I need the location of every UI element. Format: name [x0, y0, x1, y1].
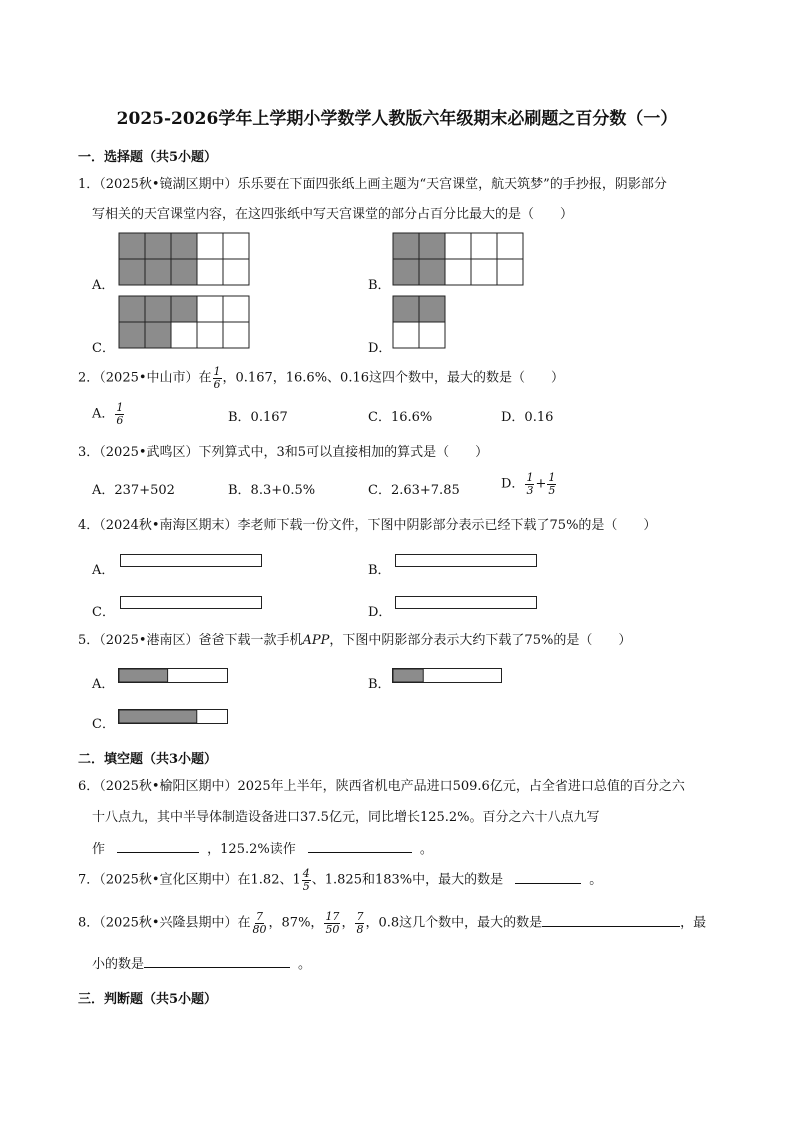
q2-fraction	[213, 366, 222, 390]
q4-option-d-label: D．	[368, 605, 392, 620]
q6-line3-pre: 作	[92, 842, 106, 857]
q3-option-b: B．8.3+0.5%	[228, 483, 316, 498]
q7-answer-blank[interactable]	[515, 882, 581, 884]
q1-option-d-label: D．	[368, 341, 392, 356]
q3-option-c: C．2.63+7.85	[368, 483, 460, 498]
grid-cell	[393, 322, 419, 348]
grid-cell	[445, 233, 471, 259]
q8-text-pre: 8．（2025秋•兴隆县期中）在	[78, 915, 251, 931]
grid-cell	[223, 259, 249, 285]
q1-grid-a	[118, 232, 252, 286]
q2-option-d: D．0.16	[501, 410, 554, 425]
q6-answer-blank-1[interactable]	[117, 851, 199, 853]
grid-cell-shaded	[393, 259, 419, 285]
q7-text-post: 、1.825和183%中，最大的数是	[311, 872, 504, 888]
q8-f2-den: 50	[325, 922, 340, 936]
q2-option-a-fraction	[115, 402, 124, 426]
q8-answer-blank-1[interactable]	[542, 925, 680, 927]
q8-f3-den: 8	[356, 922, 364, 936]
q4-bar-a	[120, 554, 262, 567]
bar-fill	[119, 669, 168, 682]
q8-line2-pre: 小的数是	[92, 957, 145, 972]
q8-text-post: ，0.8这几个数中，最大的数是	[365, 915, 543, 931]
q4-option-b-label: B．	[368, 563, 391, 578]
q3-d-den-1: 3	[526, 483, 534, 497]
q3-d-num-2: 1	[548, 471, 556, 484]
q6-line3-mid: ，125.2%读作	[207, 842, 296, 857]
grid-cell-shaded	[145, 233, 171, 259]
grid-cell	[223, 322, 249, 348]
q8-text-mid1: ，87%，	[268, 915, 324, 931]
grid-cell	[497, 233, 523, 259]
q5-option-c-label: C．	[92, 717, 115, 732]
question-1-line-2: 写相关的天宫课堂内容，在这四张纸中写天宫课堂的部分占百分比最大的是（ ）	[92, 207, 574, 222]
grid-cell	[197, 259, 223, 285]
question-5-stem	[78, 634, 631, 647]
q8-line2-end: 。	[298, 957, 312, 972]
q8-fraction-2	[324, 911, 340, 935]
bar-outline	[121, 555, 262, 567]
q4-bar-b	[395, 554, 537, 567]
q5-bar-a	[118, 668, 228, 683]
q7-text-end: 。	[589, 872, 603, 888]
q5-text-pre: 5．（2025•港南区）爸爸下载一款手机	[78, 633, 303, 648]
q2-option-a-num: 1	[116, 401, 124, 414]
section-heading-fill: 二．填空题（共3小题）	[78, 752, 218, 767]
q1-grid-c	[118, 295, 252, 349]
grid-cell-shaded	[419, 233, 445, 259]
q4-option-a-label: A．	[92, 563, 115, 578]
grid-cell-shaded	[145, 322, 171, 348]
q6-answer-blank-2[interactable]	[308, 851, 412, 853]
question-6-line-3	[92, 843, 433, 856]
question-1-line-1: 1．（2025秋•镜湖区期中）乐乐要在下面四张纸上画主题为“天宫课堂，航天筑梦”的手抄报，阴影部分	[78, 177, 667, 192]
question-6-line-2: 十八点九，其中半导体制造设备进口37.5亿元，同比增长125.2%。百分之六十八点九写	[92, 810, 600, 825]
question-8-line-2	[92, 958, 311, 971]
q5-option-a-label: A．	[92, 677, 115, 692]
grid-cell-shaded	[119, 259, 145, 285]
grid-cell-shaded	[119, 296, 145, 322]
grid-cell	[445, 259, 471, 285]
q8-fraction-1	[252, 911, 268, 935]
page-title: 2025-2026学年上学期小学数学人教版六年级期末必刷题之百分数（一）	[116, 109, 678, 129]
q8-answer-blank-2[interactable]	[144, 966, 290, 968]
q1-option-c-label: C．	[92, 341, 115, 356]
q2-option-a-den: 6	[116, 413, 124, 427]
q5-option-b-label: B．	[368, 677, 391, 692]
question-6-line-1: 6．（2025秋•榆阳区期中）2025年上半年，陕西省机电产品进口509.6亿元，占全省进口总值的百分之六	[78, 779, 685, 794]
question-7-stem	[78, 868, 602, 892]
section-heading-choice: 一．选择题（共5小题）	[78, 150, 218, 165]
grid-cell-shaded	[119, 233, 145, 259]
q3-d-den-2: 5	[548, 483, 556, 497]
grid-cell	[419, 322, 445, 348]
question-2-stem	[78, 366, 564, 390]
grid-cell-shaded	[171, 233, 197, 259]
grid-cell	[471, 233, 497, 259]
q2-fraction-den: 6	[213, 377, 221, 391]
q3-option-d-fraction-1	[525, 472, 534, 496]
grid-cell	[223, 296, 249, 322]
q5-bar-c	[118, 709, 228, 724]
bar-outline	[396, 555, 537, 567]
q7-fraction-den: 5	[302, 879, 310, 893]
q2-option-a	[92, 402, 125, 426]
q5-bar-b	[392, 668, 502, 683]
q1-grid-b	[392, 232, 526, 286]
q8-f1-den: 80	[252, 922, 267, 936]
bar-outline	[396, 597, 537, 609]
q2-text-pre: 2．（2025•中山市）在	[78, 370, 212, 386]
q3-d-operator: +	[535, 476, 547, 492]
q3-option-d-label: D．	[501, 476, 525, 492]
q8-text-tail: ，最	[680, 915, 707, 931]
q6-line3-end: 。	[419, 842, 433, 857]
q8-f1-num: 7	[256, 910, 264, 923]
grid-cell	[197, 296, 223, 322]
q2-option-a-label: A．	[92, 406, 115, 422]
q2-text-post: ，0.167，16.6%、0.16这四个数中，最大的数是（ ）	[222, 370, 564, 386]
grid-cell	[471, 259, 497, 285]
grid-cell	[197, 322, 223, 348]
question-3-stem: 3．（2025•武鸣区）下列算式中，3和5可以直接相加的算式是（ ）	[78, 445, 489, 460]
section-heading-judge: 三．判断题（共5小题）	[78, 992, 218, 1007]
q2-option-c: C．16.6%	[368, 410, 433, 425]
q7-text-pre: 7．（2025秋•宣化区期中）在1.82、1	[78, 872, 301, 888]
q5-text-post: ，下图中阴影部分表示大约下载了75%的是（ ）	[329, 633, 632, 648]
grid-cell-shaded	[145, 296, 171, 322]
q8-text-mid2: ，	[341, 915, 355, 931]
q5-text-app: APP	[302, 633, 330, 648]
q7-fraction-num: 4	[302, 867, 310, 880]
bar-outline	[121, 597, 262, 609]
q4-bar-d	[395, 596, 537, 609]
q3-option-d-fraction-2	[547, 472, 556, 496]
grid-cell	[497, 259, 523, 285]
grid-cell	[223, 233, 249, 259]
q8-f2-num: 17	[325, 910, 340, 923]
q8-fraction-3	[355, 911, 364, 935]
q7-fraction	[302, 868, 311, 892]
q4-option-c-label: C．	[92, 605, 115, 620]
question-4-stem: 4．（2024秋•南海区期末）李老师下载一份文件，下图中阴影部分表示已经下载了75%的是（ ）	[78, 518, 657, 533]
grid-cell-shaded	[419, 259, 445, 285]
grid-cell-shaded	[145, 259, 171, 285]
grid-cell	[197, 233, 223, 259]
bar-fill	[119, 710, 197, 723]
grid-cell-shaded	[119, 322, 145, 348]
q1-option-b-label: B．	[368, 278, 391, 293]
q4-bar-c	[120, 596, 262, 609]
q3-option-d	[501, 472, 557, 496]
grid-cell-shaded	[419, 296, 445, 322]
q8-f3-num: 7	[356, 910, 364, 923]
grid-cell	[171, 322, 197, 348]
q1-grid-d	[392, 295, 448, 349]
grid-cell-shaded	[171, 296, 197, 322]
q3-d-num-1: 1	[526, 471, 534, 484]
bar-fill	[393, 669, 423, 682]
question-8-stem	[78, 911, 706, 935]
q2-fraction-num: 1	[213, 365, 221, 378]
grid-cell-shaded	[393, 233, 419, 259]
q3-option-a: A．237+502	[92, 483, 175, 498]
grid-cell-shaded	[393, 296, 419, 322]
grid-cell-shaded	[171, 259, 197, 285]
q2-option-b: B．0.167	[228, 410, 288, 425]
q1-option-a-label: A．	[92, 278, 115, 293]
